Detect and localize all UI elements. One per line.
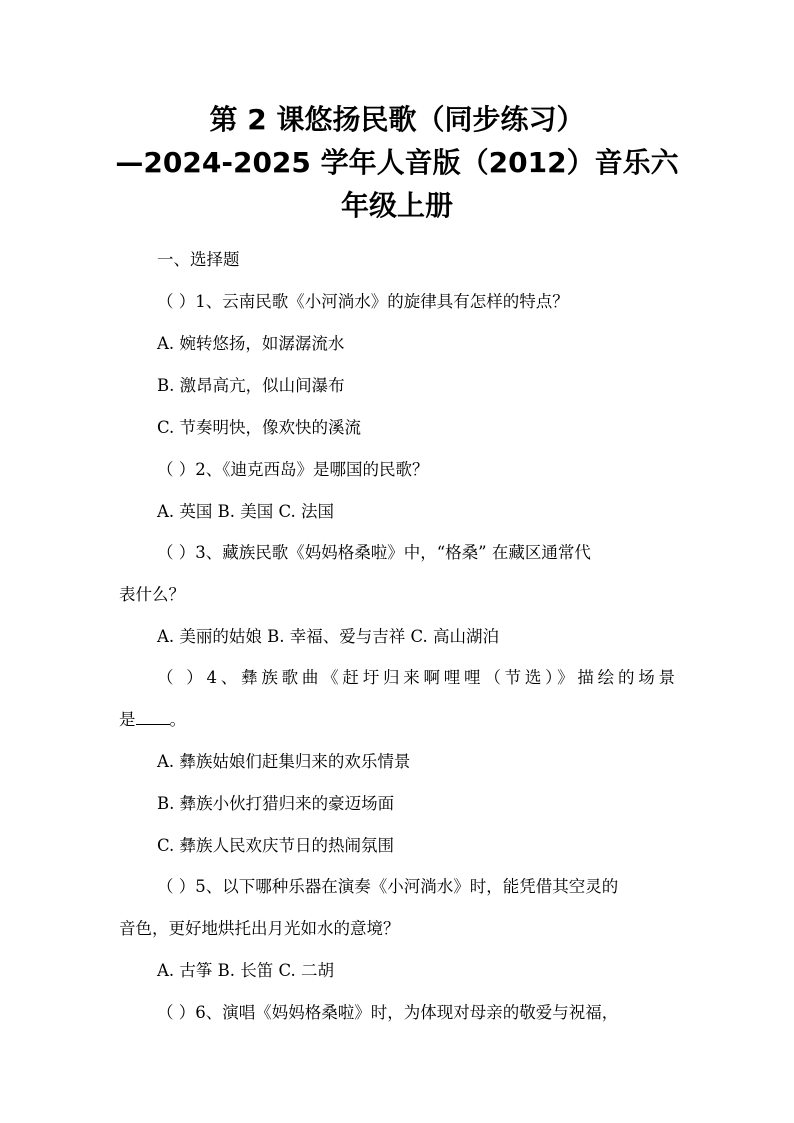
section-heading: 一、选择题 <box>157 250 240 269</box>
question-1-option-a: A. 婉转悠扬，如潺潺流水 <box>157 334 345 353</box>
question-3-stem-line-1: （ ）3、藏族民歌《妈妈格桑啦》中，“格桑” 在藏区通常代 <box>157 543 591 562</box>
question-6-stem-line-1: （ ）6、演唱《妈妈格桑啦》时，为体现对母亲的敬爱与祝福， <box>157 1003 619 1022</box>
question-2-stem: （ ）2、《迪克西岛》是哪国的民歌？ <box>157 460 429 479</box>
question-1-stem: （ ）1、云南民歌《小河淌水》的旋律具有怎样的特点？ <box>157 292 569 311</box>
question-4-stem-line-1: （ ）4、彝族歌曲《赶圩归来啊哩哩（节选）》描绘的场景 <box>157 668 675 687</box>
question-4-stem-line-2 <box>119 708 186 732</box>
question-4-option-a: A. 彝族姑娘们赶集归来的欢乐情景 <box>157 752 411 771</box>
question-1-option-c: C. 节奏明快，像欢快的溪流 <box>157 418 362 437</box>
question-2-options: A. 英国 B. 美国 C. 法国 <box>157 502 335 521</box>
question-1-option-b: B. 激昂高亢，似山间瀑布 <box>157 376 345 395</box>
title-line-2: —2024-2025 学年人音版（2012）音乐六 <box>115 146 679 179</box>
title-line-1: 第 2 课悠扬民歌（同步练习） <box>209 103 585 136</box>
question-5-options: A. 古筝 B. 长笛 C. 二胡 <box>157 961 335 980</box>
question-4-option-b: B. 彝族小伙打猎归来的豪迈场面 <box>157 794 395 813</box>
answer-blank <box>136 710 170 725</box>
question-3-stem-line-2: 表什么？ <box>119 585 185 604</box>
question-3-options: A. 美丽的姑娘 B. 幸福、爱与吉祥 C. 高山湖泊 <box>157 627 500 646</box>
question-4-prefix: 是 <box>119 710 136 729</box>
question-4-option-c: C. 彝族人民欢庆节日的热闹氛围 <box>157 836 395 855</box>
question-5-stem-line-2: 音色，更好地烘托出月光如水的意境？ <box>119 919 400 938</box>
question-5-stem-line-1: （ ）5、以下哪种乐器在演奏《小河淌水》时，能凭借其空灵的 <box>157 877 619 896</box>
title-line-3: 年级上册 <box>340 189 453 222</box>
question-4-suffix: 。 <box>169 710 186 729</box>
